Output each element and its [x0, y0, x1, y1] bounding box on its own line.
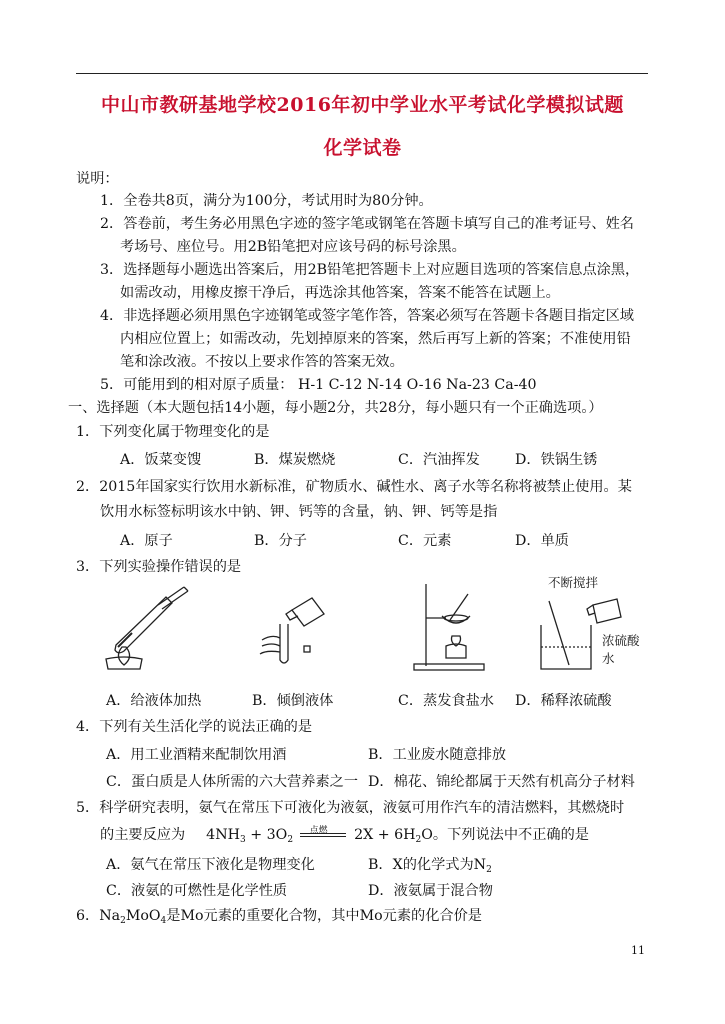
q5-eq-right: 2X + 6H — [354, 827, 416, 843]
q1-option-b[interactable]: B．煤炭燃烧 — [254, 452, 336, 468]
q1-option-d[interactable]: D．铁锅生锈 — [515, 452, 598, 468]
header-rule — [76, 73, 648, 74]
exam-title: 中山市教研基地学校2016年初中学业水平考试化学模拟试题 — [101, 94, 624, 116]
figure-evaporation — [410, 580, 490, 672]
q5-option-d[interactable]: D．液氨属于混合物 — [368, 883, 493, 899]
instruction-2: 2．答卷前，考生务必用黑色字迹的签字笔或钢笔在答题卡填写自己的准考证号、姓名 — [100, 216, 634, 232]
figure-pouring-liquid — [252, 590, 332, 670]
instruction-3: 3．选择题每小题选出答案后，用2B铅笔把答题卡上对应题目选项的答案信息点涂黑， — [100, 262, 640, 278]
label-water: 水 — [602, 651, 615, 666]
q2-option-a[interactable]: A．原子 — [120, 533, 173, 549]
instruction-4-cont: 内相应位置上；如需改动，先划掉原来的答案，然后再写上新的答案；不准使用铅 — [120, 331, 631, 347]
q5-stem-2-lead: 的主要反应为 — [100, 827, 186, 843]
q2-option-d[interactable]: D．单质 — [515, 533, 569, 549]
q5-eq-left-sub: 3 — [240, 835, 246, 845]
q1-option-c[interactable]: C．汽油挥发 — [398, 452, 480, 468]
instruction-5: 5．可能用到的相对原子质量： H-1 C-12 N-14 O-16 Na-23 Ca-40 — [100, 377, 537, 393]
q6-sub2: 4 — [160, 916, 167, 926]
q3-stem: 3．下列实验操作错误的是 — [76, 559, 242, 575]
instruction-4: 4．非选择题必须用黑色字迹钢笔或签字笔作答，答案必须写在答题卡各题目指定区域 — [100, 308, 634, 324]
instruction-4-cont2: 笔和涂改液。不按以上要求作答的答案无效。 — [120, 354, 404, 370]
q5-eq-right-end: O。下列说法中不正确的是 — [421, 827, 589, 843]
q5-option-b[interactable] — [368, 855, 492, 880]
q6-mid: MoO — [125, 908, 161, 924]
instructions-heading: 说明： — [76, 171, 119, 187]
q5-option-b-text: B．X的化学式为N — [368, 857, 487, 873]
q4-stem: 4．下列有关生活化学的说法正确的是 — [76, 719, 313, 735]
figure-heating-liquid — [96, 585, 196, 670]
q4-option-c[interactable]: C．蛋白质是人体所需的六大营养素之一 — [106, 774, 359, 790]
q5-stem-2 — [100, 825, 589, 850]
exam-subtitle: 化学试卷 — [323, 137, 402, 159]
q6-post: 是Mo元素的重要化合物，其中Mo元素的化合价是 — [166, 908, 482, 924]
instruction-3-cont: 如需改动，用橡皮擦干净后，再选涂其他答案，答案不能答在试题上。 — [120, 285, 560, 301]
q1-stem: 1．下列变化属于物理变化的是 — [76, 424, 270, 440]
q2-option-b[interactable]: B．分子 — [254, 533, 307, 549]
q6-sub1: 2 — [120, 916, 126, 926]
q3-option-a[interactable]: A．给液体加热 — [106, 693, 202, 709]
q5-eq-condition: 点燃 — [309, 826, 328, 836]
q5-option-b-sub: 2 — [486, 865, 492, 875]
q5-eq-right-sub: 2 — [415, 835, 422, 845]
q4-option-a[interactable]: A．用工业酒精来配制饮用酒 — [106, 747, 287, 763]
q4-option-d[interactable]: D．棉花、锦纶都属于天然有机高分子材料 — [368, 774, 635, 790]
instruction-1: 1．全卷共8页，满分为100分，考试用时为80分钟。 — [100, 193, 433, 209]
q3-option-c[interactable]: C．蒸发食盐水 — [398, 693, 494, 709]
q3-option-b[interactable]: B．倾倒液体 — [252, 693, 334, 709]
q5-eq-double-line — [300, 833, 346, 837]
q5-eq-plus: + 3O — [250, 827, 288, 843]
q2-stem-1: 2．2015年国家实行饮用水新标准，矿物质水、碱性水、离子水等名称将被禁止使用。某 — [76, 479, 632, 495]
q5-eq-left: 4NH — [206, 827, 240, 843]
q6-stem — [76, 906, 482, 931]
q6-pre: 6．Na — [76, 908, 121, 924]
q4-option-b[interactable]: B．工业废水随意排放 — [368, 747, 507, 763]
q5-stem-1: 5．科学研究表明，氨气在常压下可液化为液氨，液氨可用作汽车的清洁燃料，其燃烧时 — [76, 800, 625, 816]
q5-option-a[interactable]: A．氨气在常压下液化是物理变化 — [106, 857, 315, 873]
label-stir: 不断搅拌 — [548, 575, 599, 590]
instruction-2-cont: 考场号、座位号。用2B铅笔把对应该号码的标号涂黑。 — [120, 239, 466, 255]
q1-option-a[interactable]: A．饭菜变馊 — [120, 452, 202, 468]
q3-option-d[interactable]: D．稀释浓硫酸 — [515, 693, 612, 709]
q5-eq-plus-sub: 2 — [287, 835, 294, 845]
page-number: 11 — [631, 944, 645, 957]
q2-option-c[interactable]: C．元素 — [398, 533, 452, 549]
section-heading: 一、选择题（本大题包括14小题，每小题2分，共28分，每小题只有一个正确选项。） — [68, 400, 603, 416]
q5-option-c[interactable]: C．液氨的可燃性是化学性质 — [106, 883, 288, 899]
q2-stem-2: 饮用水标签标明该水中钠、钾、钙等的含量，钠、钾、钙等是指 — [100, 504, 498, 520]
label-acid: 浓硫酸 — [602, 633, 640, 648]
